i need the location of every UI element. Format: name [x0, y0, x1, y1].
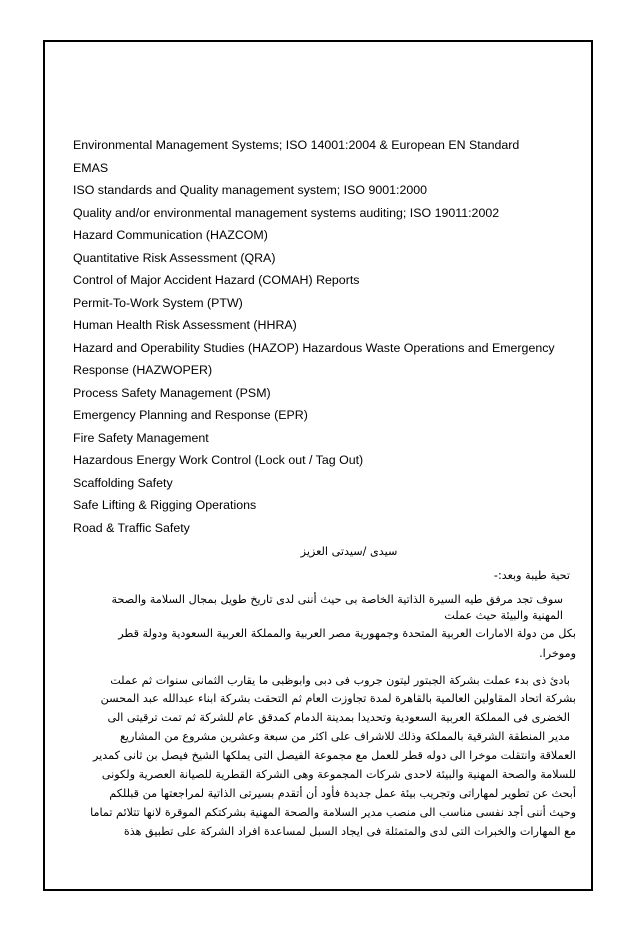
paragraph-line: مع المهارات والخبرات التى لدى والمتمثلة فى ايجاد السبل لمساعدة افراد الشركة على تطبيق هذة	[123, 825, 576, 838]
list-item: Road & Traffic Safety	[73, 521, 190, 535]
paragraph-line: للسلامة والصحة المهنية والبيئة لاحدى شركات المجموعة وهى الشركة القطرية للصيانة العصرية ولكونى	[101, 768, 576, 781]
list-item: Hazardous Energy Work Control (Lock out / Tag Out)	[73, 453, 364, 467]
paragraph-line: العملاقة وانتقلت موخرا الى دوله قطر للعمل مع مجموعة الفيصل التى يملكها الشيخ فيصل بن ثانى كمدير	[93, 749, 576, 762]
paragraph-line: بكل من دولة الامارات العربية المتحدة وجمهورية مصر العربية والمملكة العربية السعودية ودولة قطر	[118, 627, 576, 640]
list-item: Emergency Planning and Response (EPR)	[73, 408, 308, 422]
list-item: Hazard Communication (HAZCOM)	[73, 228, 268, 242]
list-item: Quality and/or environmental management systems auditing; ISO 19011:2002	[73, 206, 500, 220]
list-item: Permit-To-Work System (PTW)	[73, 296, 243, 310]
paragraph-line: أبحث عن تطوير لمهاراتى وتجريب بيئة عمل جديدة فأود أن أتقدم بسيرتى الذاتية لمراجعتها من قبللكم	[109, 787, 576, 800]
paragraph-line: بادئ ذى بدء عملت بشركة الجبتور ليتون جروب فى دبى وابوظبى ما يقارب الثمانى سنوات ثم عملت	[110, 674, 570, 687]
list-item: EMAS	[73, 161, 109, 175]
paragraph-line: المهنية والبيئة حيث عملت	[444, 609, 563, 622]
list-item: Process Safety Management (PSM)	[73, 386, 271, 400]
list-item: Control of Major Accident Hazard (COMAH) Reports	[73, 273, 360, 287]
paragraph-line: وموخرا.	[539, 647, 576, 660]
salutation: سيدى /سيدتى العزيز	[300, 545, 398, 558]
list-item: Response (HAZWOPER)	[73, 363, 213, 377]
paragraph-line: الخضرى فى المملكة العربية السعودية وتحديدا بمدينة الدمام كمدقق عام للشركة ثم تمت ترقيتى الى	[107, 711, 570, 724]
paragraph-line: وحيث أننى أجد نفسى مناسب الى منصب مدير السلامة والصحة المهنية بشركتكم الموقرة لانها تتلائم تماما	[90, 806, 576, 819]
paragraph-line: سوف تجد مرفق طيه السيرة الذاتية الخاصة بى حيث أننى لدى تاريخ طويل بمجال السلامة والصحة	[111, 593, 563, 606]
list-item: Human Health Risk Assessment (HHRA)	[73, 318, 297, 332]
paragraph-line: مدير المنطقة الشرقية بالمملكة وذلك للاشراف على اكثر من سبعة وعشرين مشروع من المشاريع	[119, 730, 570, 743]
list-item: Safe Lifting & Rigging Operations	[73, 498, 257, 512]
list-item: Environmental Management Systems; ISO 14001:2004 & European EN Standard	[73, 138, 520, 152]
list-item: Quantitative Risk Assessment (QRA)	[73, 251, 276, 265]
greeting: تحية طيبة وبعد:-	[493, 569, 570, 582]
list-item: Hazard and Operability Studies (HAZOP) Hazardous Waste Operations and Emergency	[73, 341, 555, 355]
list-item: Fire Safety Management	[73, 431, 209, 445]
paragraph-line: بشركة اتحاد المقاولين العالمية بالقاهرة لمدة تجاوزت العام ثم التحقت بشركة ابناء عبدالله عبد المحسن	[100, 692, 576, 705]
list-item: ISO standards and Quality management system; ISO 9001:2000	[73, 183, 428, 197]
list-item: Scaffolding Safety	[73, 476, 173, 490]
